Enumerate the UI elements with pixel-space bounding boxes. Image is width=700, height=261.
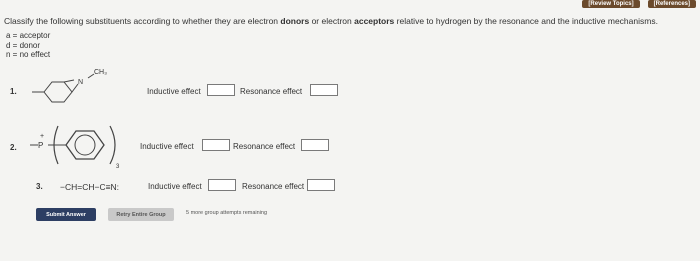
question-1-resonance-label: Resonance effect [240, 87, 303, 96]
submit-answer-button[interactable]: Submit Answer [36, 208, 96, 221]
instructions [4, 16, 696, 26]
references-link[interactable]: [References] [648, 0, 696, 8]
question-1-number: 1. [10, 87, 17, 96]
question-1-ch3-label: CH₃ [94, 69, 107, 76]
legend-acceptor: a = acceptor [6, 31, 51, 40]
instructions-mid: or electron [309, 16, 355, 26]
question-2-inductive-input[interactable] [202, 139, 230, 151]
question-1-inductive-label: Inductive effect [147, 87, 201, 96]
legend [6, 31, 50, 60]
instructions-post: relative to hydrogen by the resonance and the inductive mechanisms. [394, 16, 658, 26]
question-3-resonance-label: Resonance effect [242, 182, 305, 191]
top-links [582, 0, 696, 8]
question-1-n-label: N [78, 79, 84, 86]
instructions-acceptors: acceptors [354, 16, 395, 26]
instructions-donors: donors [280, 16, 310, 26]
question-2-resonance-input[interactable] [301, 139, 329, 151]
retry-entire-group-button[interactable]: Retry Entire Group [108, 208, 174, 221]
question-1-inductive-input[interactable] [207, 84, 235, 96]
question-3-inductive-label: Inductive effect [148, 182, 202, 191]
question-3-formula: −CH=CH−C≡N: [60, 182, 120, 192]
review-topics-link[interactable]: [Review Topics] [582, 0, 639, 8]
question-2-structure [28, 118, 128, 168]
question-2-charge-label: + [40, 133, 45, 140]
question-1-structure [28, 64, 108, 114]
question-2-resonance-label: Resonance effect [233, 142, 296, 151]
question-3-inductive-input[interactable] [208, 179, 236, 191]
instructions-pre: Classify the following substituents according to whether they are electron [4, 16, 281, 26]
question-3-number: 3. [36, 182, 43, 191]
question-2-inductive-label: Inductive effect [140, 142, 194, 151]
legend-no-effect: n = no effect [6, 50, 51, 59]
attempts-remaining: 5 more group attempts remaining [186, 210, 268, 216]
question-2-subscript: 3 [116, 164, 120, 168]
question-2-number: 2. [10, 143, 17, 152]
question-2-p-label: P [38, 141, 44, 150]
legend-donor: d = donor [6, 40, 41, 50]
question-3-resonance-input[interactable] [307, 179, 335, 191]
question-1-resonance-input[interactable] [310, 84, 338, 96]
